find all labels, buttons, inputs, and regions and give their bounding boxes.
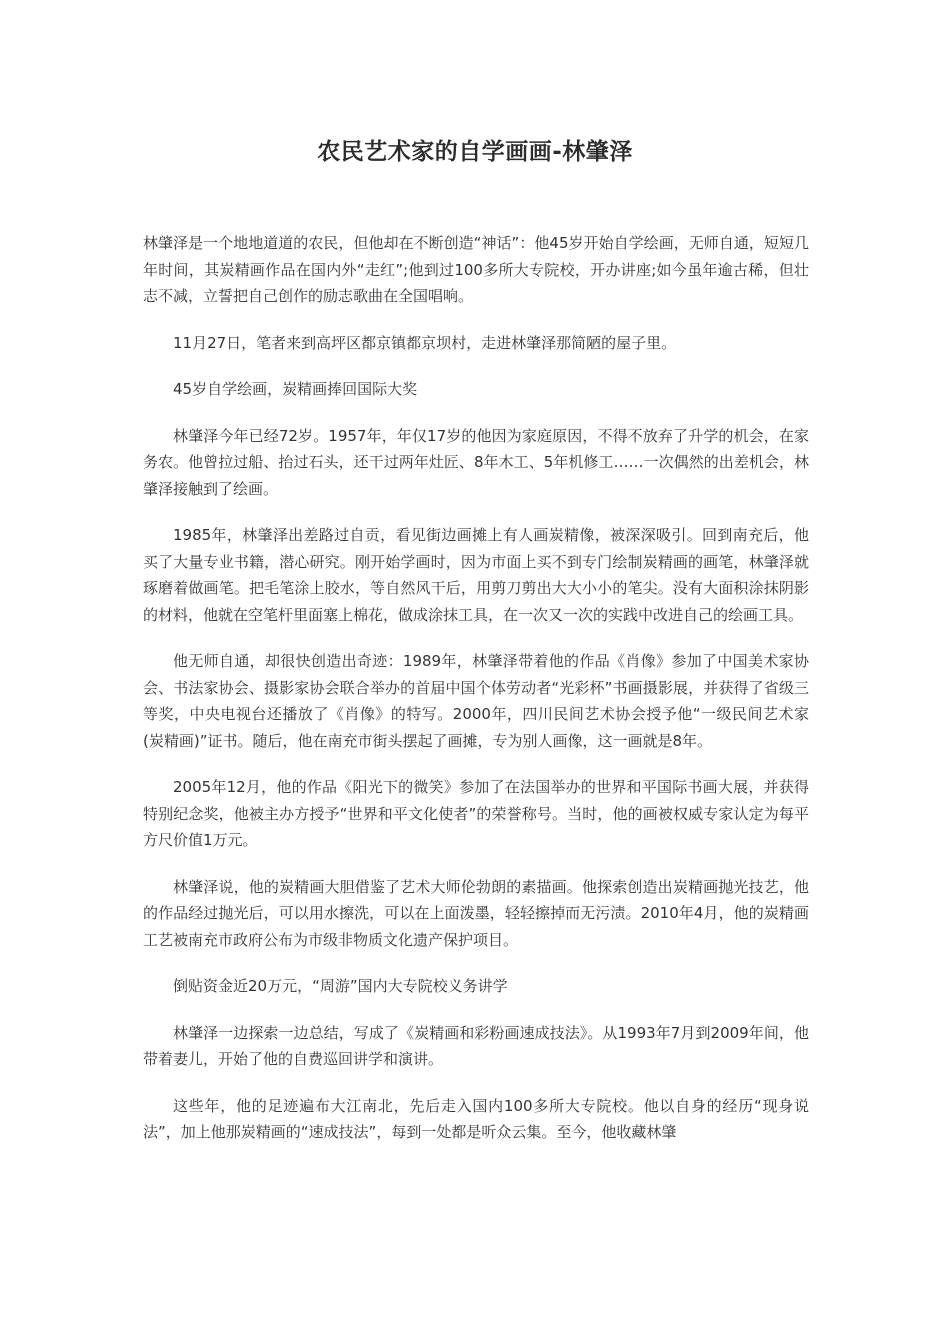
paragraph: 这些年，他的足迹遍布大江南北，先后走入国内100多所大专院校。他以自身的经历“现身说法”，加上他那炭精画的“速成技法”，每到一处都是听众云集。至今，他收藏林肇	[143, 1096, 809, 1141]
paragraph-intro: 林肇泽是一个地地道道的农民，但他却在不断创造“神话”：他45岁开始自学绘画，无师自通，短短几年时间，其炭精画作品在国内外“走红”;他到过100多所大专院校，开办讲座;如今虽年逾古稀，但壮志不减，立誓把自己创作的励志歌曲在全国唱响。	[143, 234, 809, 305]
paragraph: 林肇泽说，他的炭精画大胆借鉴了艺术大师伦勃朗的素描画。他探索创造出炭精画抛光技艺，他的作品经过抛光后，可以用水擦洗，可以在上面泼墨，轻轻擦掉而无污渍。2010年4月，他的炭精画工艺被南充市政府公布为市级非物质文化遗产保护项目。	[143, 877, 809, 949]
paragraph: 林肇泽今年已经72岁。1957年，年仅17岁的他因为家庭原因，不得不放弃了升学的机会，在家务农。他曾拉过船、抬过石头，还干过两年灶匠、8年木工、5年机修工……一次偶然的出差机会，林肇泽接触到了绘画。	[143, 426, 809, 498]
document-body	[143, 230, 809, 1166]
paragraph: 林肇泽一边探索一边总结，写成了《炭精画和彩粉画速成技法》。从1993年7月到2009年间，他带着妻儿，开始了他的自费巡回讲学和演讲。	[143, 1023, 809, 1068]
paragraph: 他无师自通，却很快创造出奇迹：1989年，林肇泽带着他的作品《肖像》参加了中国美术家协会、书法家协会、摄影家协会联合举办的首届中国个体劳动者“光彩杯”书画摄影展，并获得了省级三等奖，中央电视台还播放了《肖像》的特写。2000年，四川民间艺术协会授予他“一级民间艺术家(炭精画)”证书。随后，他在南充市街头摆起了画摊，专为别人画像，这一画就是8年。	[143, 652, 809, 750]
paragraph: 2005年12月，他的作品《阳光下的微笑》参加了在法国举办的世界和平国际书画大展，并获得特别纪念奖，他被主办方授予“世界和平文化使者”的荣誉称号。当时，他的画被权威专家认定为每平方尺价值1万元。	[143, 778, 809, 849]
paragraph: 1985年，林肇泽出差路过自贡，看见街边画摊上有人画炭精像，被深深吸引。回到南充后，他买了大量专业书籍，潜心研究。刚开始学画时，因为市面上买不到专门绘制炭精画的画笔，林肇泽就琢磨着做画笔。把毛笔涂上胶水，等自然风干后，用剪刀剪出大大小小的笔尖。没有大面积涂抹阴影的材料，他就在空笔杆里面塞上棉花，做成涂抹工具，在一次又一次的实践中改进自己的绘画工具。	[143, 526, 809, 624]
section-heading: 倒贴资金近20万元，“周游”国内大专院校义务讲学	[173, 977, 508, 995]
section-heading: 45岁自学绘画，炭精画捧回国际大奖	[173, 380, 418, 398]
document-title: 农民艺术家的自学画画-林肇泽	[317, 139, 633, 165]
paragraph: 11月27日，笔者来到高坪区都京镇都京坝村，走进林肇泽那简陋的屋子里。	[173, 333, 677, 352]
